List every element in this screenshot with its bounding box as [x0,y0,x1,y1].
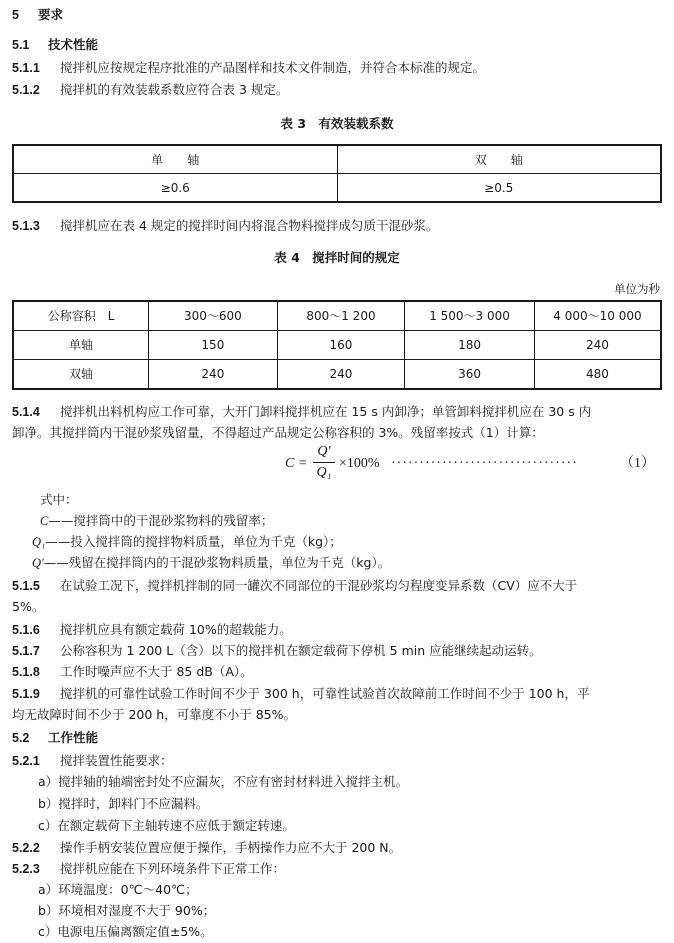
table-row [13,360,661,390]
table-row [13,174,661,203]
formula-leader-dots: ································· [391,456,578,471]
clause-number: 5.1.3 [12,219,40,233]
clause-text: 操作手柄安装位置应便于操作，手柄操作力应不大于 200 N。 [60,840,402,855]
section-number: 5 [12,8,19,22]
clause-5-1-4-continuation: 卸净。其搅拌筒内干混砂浆残留量，不得超过产品规定公称容积的 3%。残留率按式（1）计算： [12,425,544,440]
clause-number: 5.1.1 [12,61,40,75]
section-heading-5-2 [12,728,98,748]
list-item: c）在额定载荷下主轴转速不应低于额定转速。 [38,818,295,833]
section-title: 技术性能 [48,37,99,52]
table-row-label: 单轴 [13,331,149,360]
formula-denominator: Q₁ [316,465,332,480]
clause-5-1-8 [12,662,253,682]
formula-numerator: Q′ [317,444,331,459]
table-3-caption: 表 3 有效装载系数 [280,116,394,131]
clause-text: 搅拌机应具有额定载荷 10%的超载能力。 [60,622,292,637]
where-description: ——残留在搅拌筒内的干混砂浆物料质量，单位为千克（kg）。 [43,555,391,570]
clause-text-line: 搅拌机的可靠性试验工作时间不少于 300 h，可靠性试验首次故障前工作时间不少于 100 h，平 [60,686,590,701]
equation-number: （1） [620,456,655,471]
clause-text: 搅拌机应在表 4 规定的搅拌时间内将混合物料搅拌成匀质干混砂浆。 [60,218,439,233]
clause-number: 5.1.2 [12,83,40,97]
section-number: 5.1 [12,38,30,52]
table-cell: 240 [149,360,278,390]
table-cell: 180 [405,331,535,360]
clause-text: 搅拌机应能在下列环境条件下正常工作： [60,861,286,876]
table-header-cell: 单 轴 [13,145,337,174]
list-item: c）电源电压偏离额定值±5%。 [38,924,213,939]
section-heading-5-1 [12,35,98,55]
table-cell: 240 [534,331,661,360]
clause-text: 搅拌装置性能要求： [60,753,173,768]
table-4-caption: 表 4 搅拌时间的规定 [274,250,400,265]
where-item [40,511,273,531]
table-cell: 360 [405,360,535,390]
clause-5-1-7 [12,641,542,661]
table-header-cell: 1 500～3 000 [405,301,535,331]
formula-lhs: C = [285,456,308,471]
clause-5-1-9 [12,684,589,704]
clause-number: 5.1.7 [12,644,40,658]
list-item: b）搅拌时，卸料门不应漏料。 [38,796,209,811]
clause-5-1-6 [12,620,292,640]
clause-number: 5.2.1 [12,754,40,768]
where-item [32,532,342,552]
clause-number: 5.1.9 [12,687,40,701]
table-3 [12,144,662,203]
clause-5-1-2 [12,80,288,100]
table-header-cell: 800～1 200 [277,301,405,331]
clause-number: 5.1.6 [12,623,40,637]
clause-number: 5.1.8 [12,665,40,679]
formula-multiplier: ×100% [339,456,380,471]
table-header-row [13,145,661,174]
list-item: a）搅拌轴的轴端密封处不应漏灰，不应有密封材料进入搅拌主机。 [38,774,409,789]
clause-5-1-1 [12,58,485,78]
clause-5-1-5 [12,576,577,596]
table-cell: 240 [277,360,405,390]
section-number: 5.2 [12,731,30,745]
list-item: a）环境温度：0℃～40℃； [38,882,198,897]
clause-text: 公称容积为 1 200 L（含）以下的搅拌机在额定载荷下停机 5 min 应能继续起动运转。 [60,643,542,658]
section-title: 工作性能 [48,730,99,745]
clause-number: 5.2.2 [12,841,40,855]
section-title: 要求 [38,7,64,22]
table-cell: ≥0.6 [13,174,337,203]
table-header-cell: 300～600 [149,301,278,331]
clause-5-1-4 [12,402,591,422]
clause-text-line: 在试验工况下，搅拌机拌制的同一罐次不同部位的干混砂浆均匀程度变异系数（CV）应不大于 [60,578,578,593]
formula-fraction [313,442,335,483]
clause-number: 5.1.5 [12,579,40,593]
clause-text: 搅拌机应按规定程序批准的产品图样和技术文件制造，并符合本标准的规定。 [60,60,486,75]
clause-text: 搅拌机的有效装载系数应符合表 3 规定。 [60,82,289,97]
clause-5-1-9-continuation: 均无故障时间不少于 200 h，可靠度不小于 85%。 [12,707,296,722]
table-4-unit: 单位为秒 [614,282,660,296]
clause-5-2-2 [12,838,401,858]
table-header-cell: 4 000～10 000 [534,301,661,331]
clause-5-1-3 [12,216,438,236]
table-cell: 480 [534,360,661,390]
clause-5-2-3 [12,859,285,879]
clause-5-2-1 [12,751,173,771]
table-row [13,331,661,360]
where-description: ——搅拌筒中的干混砂浆物料的残留率； [48,513,274,528]
table-cell: 150 [149,331,278,360]
table-row-label: 双轴 [13,360,149,390]
table-header-cell: 双 轴 [337,145,661,174]
table-cell: ≥0.5 [337,174,661,203]
where-symbol: Q₁ [32,535,46,549]
where-item [32,553,390,573]
table-4 [12,300,662,390]
clause-5-1-5-continuation: 5%。 [12,599,45,614]
section-heading-5 [12,5,63,25]
list-item: b）环境相对湿度不大于 90%； [38,903,216,918]
where-description: ——投入搅拌筒的搅拌物料质量，单位为千克（kg）； [45,534,342,549]
clause-text-line: 搅拌机出料机构应工作可靠，大开门卸料搅拌机应在 15 s 内卸净；单管卸料搅拌机应在 30 s 内 [60,404,592,419]
formula-1 [285,442,665,486]
clause-number: 5.2.3 [12,862,40,876]
where-symbol: C [40,514,49,528]
where-symbol: Q′ [32,556,44,570]
table-header-row [13,301,661,331]
where-intro: 式中： [40,492,78,507]
clause-number: 5.1.4 [12,405,40,419]
table-cell: 160 [277,331,405,360]
clause-text: 工作时噪声应不大于 85 dB（A）。 [60,664,253,679]
table-header-cell: 公称容积 L [13,301,149,331]
